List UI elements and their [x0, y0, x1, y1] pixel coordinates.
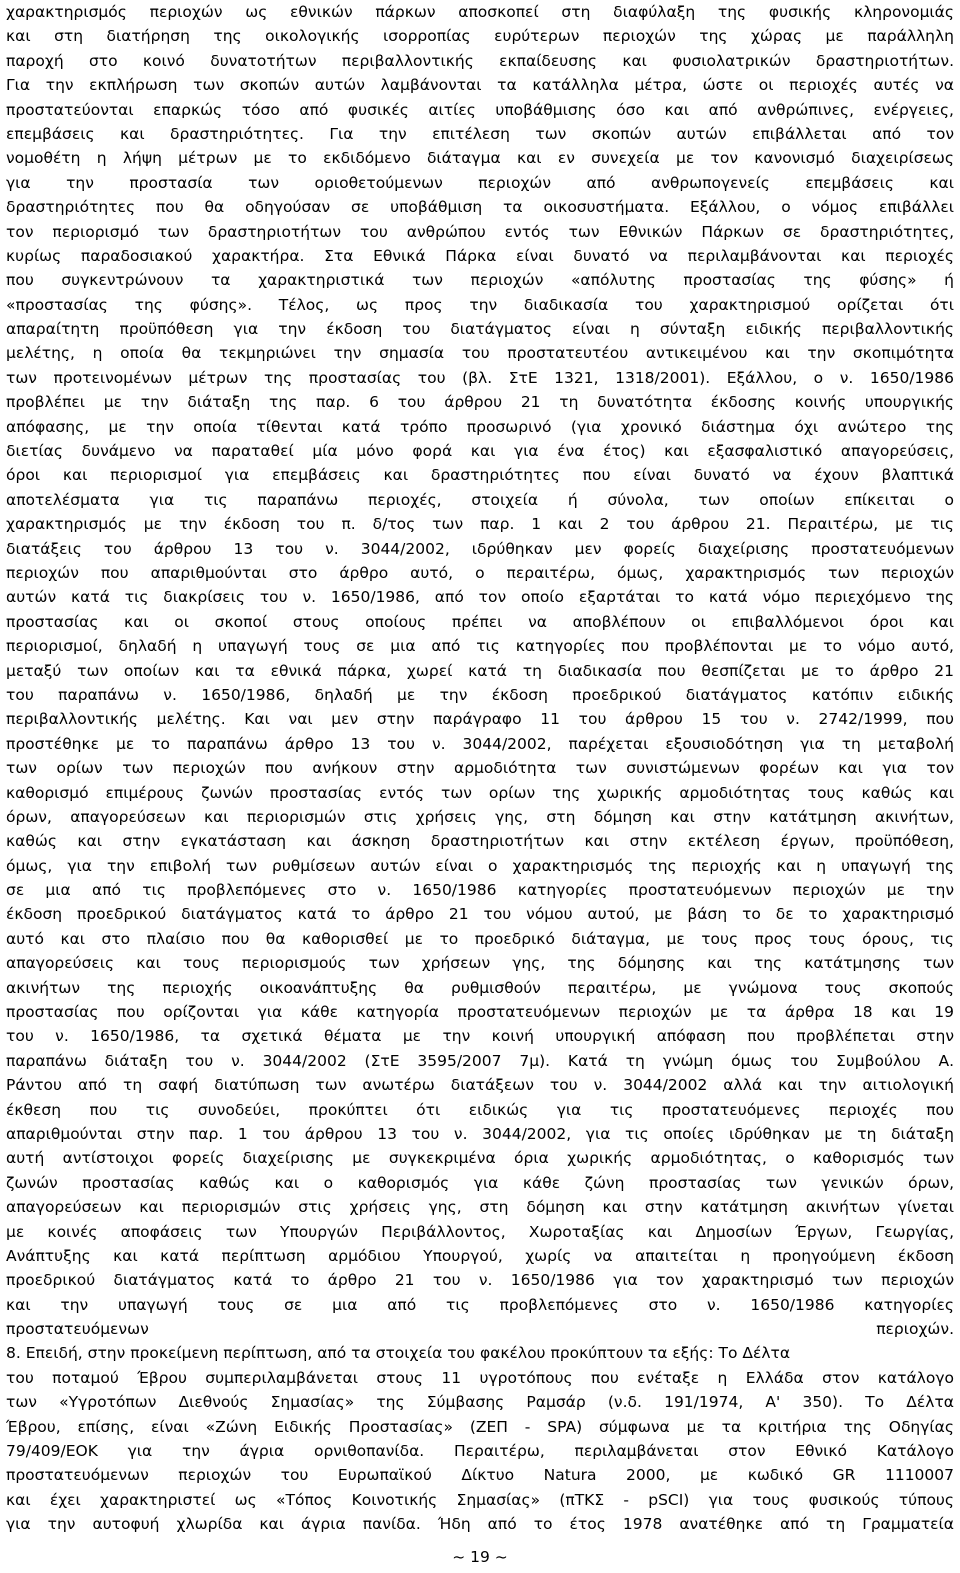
text-line: παροχή στο κοινό δυνατοτήτων περιβαλλοντικής εκπαίδευσης και φυσιολατρικών δραστηριοτήτων.: [6, 51, 954, 70]
text-line: με κοινές αποφάσεις των Υπουργών Περιβάλλοντος, Χωροταξίας και Δημοσίων Έργων, Γεωργίας,: [6, 1222, 954, 1241]
text-line: αυτό και στο πλαίσιο που θα καθορισθεί με το προεδρικό διάταγμα, με τους προς τους όρους, τις: [6, 929, 954, 948]
text-line: δραστηριότητες που θα οδηγούσαν σε υποβάθμιση τα οικοσυστήματα. Εξάλλου, ο νόμος επιβάλλει: [6, 198, 954, 217]
text-line: των προτεινομένων μέτρων της προστασίας του (βλ. ΣτΕ 1321, 1318/2001). Εξάλλου, ο ν. 1650/1986: [6, 368, 954, 387]
text-line: των ορίων των περιοχών που ανήκουν στην αρμοδιότητα των συνιστώμενων φορέων και για τον: [6, 759, 954, 778]
text-line: ακινήτων της περιοχής οικοανάπτυξης θα ρυθμισθούν περαιτέρω, με γνώμονα τους σκοπούς: [6, 978, 954, 997]
text-line: κυρίως παραδοσιακού χαρακτήρα. Στα Εθνικά Πάρκα είναι δυνατό να περιλαμβάνονται και περιοχές: [6, 246, 954, 265]
text-line: απαριθμούνται στην παρ. 1 του άρθρου 13 του ν. 3044/2002, για τις οποίες ιδρύθηκαν με τη διάταξη: [6, 1124, 954, 1143]
document-body: [6, 0, 954, 1537]
text-line: έκθεση που τις συνοδεύει, προκύπτει ότι ειδικώς για τις προστατευόμενες περιοχές που: [6, 1100, 954, 1119]
text-line: προεδρικού διατάγματος κατά το άρθρο 21 του ν. 1650/1986 για τον χαρακτηρισμό των περιοχών: [6, 1271, 954, 1290]
text-line: του παραπάνω ν. 1650/1986, δηλαδή με την έκδοση προεδρικού διατάγματος κατόπιν ειδικής: [6, 685, 954, 704]
text-line: των «Υγροτόπων Διεθνούς Σημασίας» της Σύμβασης Ραμσάρ (ν.δ. 191/1974, Α' 350). Το Δέλτα: [6, 1393, 954, 1412]
text-line: για την αυτοφυή χλωρίδα και άγρια πανίδα. Ήδη από το έτος 1978 ανατέθηκε από τη Γραμματεία: [6, 1515, 954, 1534]
text-line: «προστασίας της φύσης». Τέλος, ως προς την διαδικασία του χαρακτηρισμού ορίζεται ότι: [6, 295, 954, 314]
text-line: του ποταμού Έβρου συμπεριλαμβάνεται στους 11 υγροτόπους που ενέταξε η Ελλάδα στον κατάλογο: [6, 1368, 954, 1387]
text-line: του ν. 1650/1986, τα σχετικά θέματα με την κοινή υπουργική απόφαση που προβλέπεται στην: [6, 1027, 954, 1046]
text-line: Για την εκπλήρωση των σκοπών αυτών λαμβάνονται τα κατάλληλα μέτρα, ώστε οι περιοχές αυτές να: [6, 76, 954, 95]
text-line: νομοθέτη η λήψη μέτρων με το εκδιδόμενο διάταγμα και εν συνεχεία με τον κανονισμό διαχειρίσεως: [6, 149, 954, 168]
text-line: σε μια από τις προβλεπόμενες στο ν. 1650/1986 κατηγορίες προστατευόμενων περιοχών με την: [6, 881, 954, 900]
text-line: μεταξύ των οποίων και τα εθνικά πάρκα, χωρεί κατά τη διαδικασία που θεσπίζεται με το άρθρο 21: [6, 661, 954, 680]
text-line: προστασίας που ορίζονται για κάθε κατηγορία προστατευόμενων περιοχών με τα άρθρα 18 και 19: [6, 1003, 954, 1022]
text-line: προβλέπει με την διάταξη της παρ. 6 του άρθρου 21 τη δυνατότητα έκδοσης κοινής υπουργικής: [6, 393, 954, 412]
text-line: χαρακτηρισμός με την έκδοση του π. δ/τος των παρ. 1 και 2 του άρθρου 21. Περαιτέρω, με τις: [6, 515, 954, 534]
text-line: 8. Επειδή, στην προκείμενη περίπτωση, από τα στοιχεία του φακέλου προκύπτουν τα εξής: Το Δέλτα: [6, 1344, 791, 1363]
text-line: επεμβάσεις και δραστηριότητες. Για την επιτέλεση των σκοπών αυτών επιβάλλεται από τον: [6, 124, 954, 143]
text-line: Ράντου από τη σαφή διατύπωση των ανωτέρω διατάξεων του ν. 3044/2002 αλλά και την αιτιολογική: [6, 1076, 954, 1095]
text-line: έκδοση προεδρικού διατάγματος κατά το άρθρο 21 του νόμου αυτού, με βάση το δε το χαρακτηρισμό: [6, 905, 954, 924]
text-line: διατάξεις του άρθρου 13 του ν. 3044/2002, ιδρύθηκαν μεν φορείς διαχείρισης προστατευόμενων: [6, 539, 954, 558]
text-line: διετίας δυνάμενο να παραταθεί μία μόνο φορά και για ένα έτος) και εξασφαλιστικό απαγορεύσεις,: [6, 442, 954, 461]
text-line: 79/409/ΕΟΚ για την άγρια ορνιθοπανίδα. Περαιτέρω, περιλαμβάνεται στον Εθνικό Κατάλογο: [6, 1442, 954, 1461]
text-line: Ανάπτυξης και κατά περίπτωση αρμόδιου Υπουργού, χωρίς να απαιτείται η προηγούμενη έκδοση: [6, 1246, 954, 1265]
text-line: Έβρου, επίσης, είναι «Ζώνη Ειδικής Προστασίας» (ΖΕΠ - SPA) σύμφωνα με τα κριτήρια της Οδηγίας: [6, 1417, 954, 1436]
text-line: ζωνών προστασίας καθώς και ο καθορισμός για κάθε ζώνη προστασίας των γενικών όρων,: [6, 1173, 954, 1192]
text-line: αποτελέσματα για τις παραπάνω περιοχές, στοιχεία ή σύνολα, των οποίων επίκειται ο: [6, 490, 954, 509]
text-line: αυτών κατά τις διακρίσεις του ν. 1650/1986, από τον οποίο εξαρτάται το κατά νόμο περιεχόμενο της: [6, 588, 954, 607]
text-line: προστατευόμενων περιοχών.: [6, 1320, 954, 1339]
text-line: όροι και περιορισμοί για επεμβάσεις και δραστηριότητες που είναι δυνατό να έχουν βλαπτικά: [6, 466, 954, 485]
text-line: απαγορεύσεις και τους περιορισμούς των χρήσεων γης, της δόμησης και της κατάτμησης των: [6, 954, 954, 973]
text-line: προστέθηκε με το παραπάνω άρθρο 13 του ν. 3044/2002, παρέχεται εξουσιοδότηση για τη μεταβολή: [6, 734, 954, 753]
text-line: απαγορεύσεων και περιορισμών στις χρήσεις γης, στη δόμηση και στην κατάτμηση ακινήτων γίνεται: [6, 1198, 954, 1217]
text-line: περιορισμοί, δηλαδή η υπαγωγή τους σε μια από τις κατηγορίες που προβλέπονται με το νόμο αυτό,: [6, 637, 954, 656]
text-line: όμως, για την επιβολή των ρυθμίσεων αυτών είναι ο χαρακτηρισμός της περιοχής και η υπαγωγή της: [6, 856, 954, 875]
text-line: αυτή αντίστοιχοι φορείς διαχείρισης με συγκεκριμένα όρια χωρικής αρμοδιότητας, ο καθορισμός των: [6, 1149, 954, 1168]
text-line: μελέτης, η οποία θα τεκμηριώνει την σημασία του προστατευτέου αντικειμένου και την σκοπιμότητα: [6, 344, 954, 363]
text-line: για την προστασία των οριοθετούμενων περιοχών από ανθρωπογενείς επεμβάσεις και: [6, 173, 954, 192]
text-line: καθώς και στην εγκατάσταση και άσκηση δραστηριοτήτων και στην εκτέλεση έργων, προϋπόθεση,: [6, 832, 954, 851]
text-line: προστασίας και οι σκοποί στους οποίους πρέπει να αποβλέπουν οι επιβαλλόμενοι όροι και: [6, 612, 954, 631]
text-line: καθορισμό επιμέρους ζωνών προστασίας εντός των ορίων της χωρικής αρμοδιότητας τους καθώς και: [6, 783, 954, 802]
text-line: χαρακτηρισμός περιοχών ως εθνικών πάρκων αποσκοπεί στη διαφύλαξη της φυσικής κληρονομιάς: [6, 3, 954, 21]
text-line: και την υπαγωγή τους σε μια από τις προβλεπόμενες στο ν. 1650/1986 κατηγορίες: [6, 1295, 954, 1314]
text-line: προστατευόμενων περιοχών του Ευρωπαϊκού Δίκτυο Natura 2000, με κωδικό GR 1110007: [6, 1466, 954, 1485]
text-line: και έχει χαρακτηριστεί ως «Τόπος Κοινοτικής Σημασίας» (πΤΚΣ - pSCI) για τους φυσικούς τύπους: [6, 1490, 954, 1509]
text-line: προστατεύονται επαρκώς τόσο από φυσικές αιτίες υποβάθμισης όσο και από ανθρώπινες, ενέργειες,: [6, 100, 954, 119]
text-line: όρων, απαγορεύσεων και περιορισμών στις χρήσεις γης, στη δόμηση και στην κατάτμηση ακινήτων,: [6, 807, 954, 826]
text-line: τον περιορισμό των δραστηριοτήτων του ανθρώπου εντός των Εθνικών Πάρκων σε δραστηριότητες,: [6, 222, 954, 241]
text-line: που συγκεντρώνουν τα χαρακτηριστικά των περιοχών «απόλυτης προστασίας της φύσης» ή: [6, 271, 954, 290]
page-number: ~ 19 ~: [452, 1548, 508, 1566]
text-line: περιοχών που απαριθμούνται στο άρθρο αυτό, ο περαιτέρω, όμως, χαρακτηρισμός των περιοχών: [6, 563, 954, 582]
text-line: απόφασης, με την οποία τίθενται κατά τρόπο προσωρινό (για χρονικό διάστημα όχι ανώτερο της: [6, 417, 954, 436]
text-line: απαραίτητη προϋπόθεση για την έκδοση του διατάγματος είναι η σύνταξη ειδικής περιβαλλοντικής: [6, 320, 954, 339]
text-line: περιβαλλοντικής μελέτης. Και ναι μεν στην παράγραφο 11 του άρθρου 15 του ν. 2742/1999, που: [6, 710, 954, 729]
text-line: και στη διατήρηση της οικολογικής ισορροπίας ευρύτερων περιοχών της χώρας με παράλληλη: [6, 27, 954, 46]
text-line: παραπάνω διάταξη του ν. 3044/2002 (ΣτΕ 3595/2007 7μ). Κατά τη γνώμη όμως του Συμβούλου Α.: [6, 1051, 954, 1070]
